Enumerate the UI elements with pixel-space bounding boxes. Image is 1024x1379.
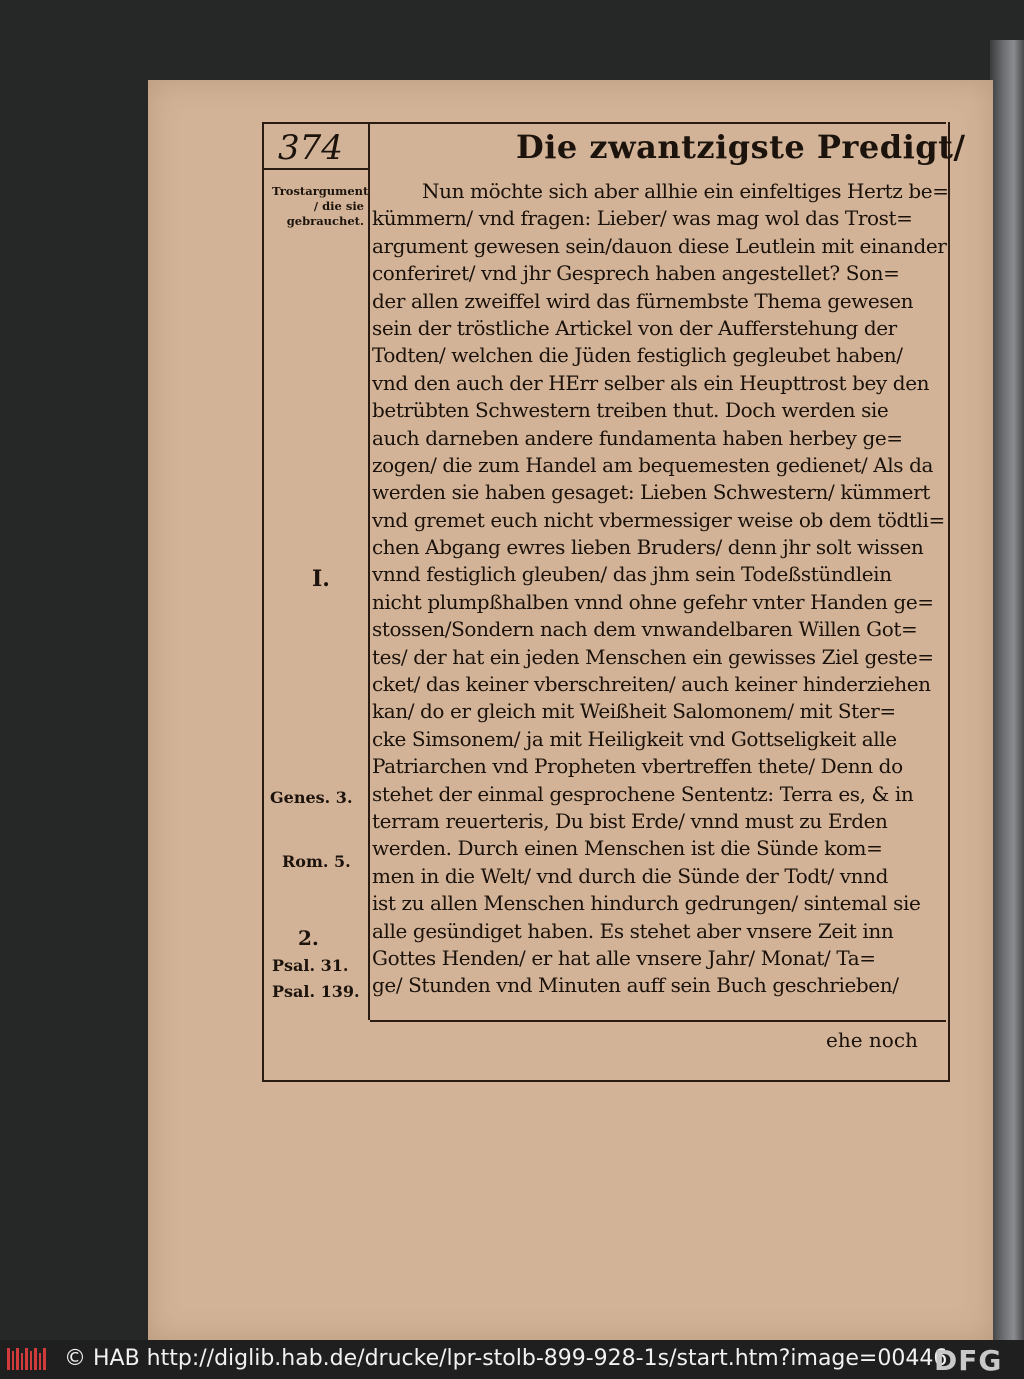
text-line: men in die Welt/ vnd durch die Sünde der Todt/ vnnd xyxy=(372,863,889,888)
text-line: werden sie haben gesaget: Lieben Schwestern/ kümmert xyxy=(372,480,930,505)
text-line: vnd den auch der HErr selber als ein Heupttrost bey den xyxy=(372,370,930,395)
text-line: vnd gremet euch nicht vbermessiger weise ob dem tödtli= xyxy=(372,507,945,532)
margin-divider xyxy=(368,122,370,1020)
text-line: nicht plumpßhalben vnnd ohne gefehr vnter Handen ge= xyxy=(372,589,934,614)
text-line: cket/ das keiner vberschreiten/ auch keiner hinderziehen xyxy=(372,672,931,697)
side-note: Trostargument / die sie gebrauchet. xyxy=(272,184,369,228)
header-rule-left xyxy=(262,168,368,170)
margin-note: Genes. 3. xyxy=(270,788,353,807)
text-line: Todten/ welchen die Jüden festiglich gegleubet haben/ xyxy=(372,343,903,368)
text-line: terram reuerteris, Du bist Erde/ vnnd must zu Erden xyxy=(372,808,888,833)
text-line: kümmern/ vnd fragen: Lieber/ was mag wol das Trost= xyxy=(372,206,913,231)
text-line: conferiret/ vnd jhr Gesprech haben angestellet? Son= xyxy=(372,261,900,286)
text-line: zogen/ die zum Handel am bequemesten gedienet/ Als da xyxy=(372,452,934,477)
text-line: ge/ Stunden vnd Minuten auff sein Buch geschrieben/ xyxy=(372,973,899,998)
text-line: werden. Durch einen Menschen ist die Sünde kom= xyxy=(372,836,883,861)
text-line: tes/ der hat ein jeden Menschen ein gewisses Ziel geste= xyxy=(372,644,934,669)
dfg-logo: DFG xyxy=(934,1344,1003,1377)
running-title: Die zwantzigste Predigt/ xyxy=(516,128,966,166)
text-line: argument gewesen sein/dauon diese Leutlein mit einander xyxy=(372,233,947,258)
margin-note: I. xyxy=(312,566,330,592)
text-line: ist zu allen Menschen hindurch gedrungen/ sintemal sie xyxy=(372,891,921,916)
text-line: auch darneben andere fundamenta haben herbey ge= xyxy=(372,425,903,450)
text-line: chen Abgang ewres lieben Bruders/ denn jhr solt wissen xyxy=(372,535,924,560)
text-line: sein der tröstliche Artickel von der Aufferstehung der xyxy=(372,315,897,340)
text-line: Gottes Henden/ er hat alle vnsere Jahr/ Monat/ Ta= xyxy=(372,945,876,970)
text-line: stossen/Sondern nach dem vnwandelbaren Willen Got= xyxy=(372,617,918,642)
text-line: Patriarchen vnd Propheten vbertreffen thete/ Denn do xyxy=(372,754,903,779)
text-line: alle gesündiget haben. Es stehet aber vnsere Zeit inn xyxy=(372,918,894,943)
source-link[interactable]: © HAB http://diglib.hab.de/drucke/lpr-stolb-899-928-1s/start.htm?image=00446 xyxy=(64,1346,948,1371)
text-line: der allen zweiffel wird das fürnembste Thema gewesen xyxy=(372,288,914,313)
body-text xyxy=(372,178,949,1000)
catchword: ehe noch xyxy=(826,1028,918,1052)
text-line: betrübten Schwestern treiben thut. Doch werden sie xyxy=(372,398,889,423)
library-logo-icon xyxy=(6,1346,48,1372)
footer-rule xyxy=(370,1020,946,1022)
margin-note: Psal. 31. xyxy=(272,956,349,975)
text-line: cke Simsonem/ ja mit Heiligkeit vnd Gottseligkeit alle xyxy=(372,726,897,751)
text-line: Nun möchte sich aber allhie ein einfeltiges Hertz be= xyxy=(422,179,949,203)
text-line: stehet der einmal gesprochene Sententz: Terra es, & in xyxy=(372,781,914,806)
margin-note: Psal. 139. xyxy=(272,982,360,1001)
book-edge xyxy=(990,40,1024,1340)
margin-note: Rom. 5. xyxy=(282,852,351,871)
text-line: kan/ do er gleich mit Weißheit Salomonem/ mit Ster= xyxy=(372,699,896,724)
page-number: 374 xyxy=(278,128,343,168)
text-line: vnnd festiglich gleuben/ das jhm sein Todeßstündlein xyxy=(372,562,892,587)
margin-note: 2. xyxy=(298,926,319,950)
